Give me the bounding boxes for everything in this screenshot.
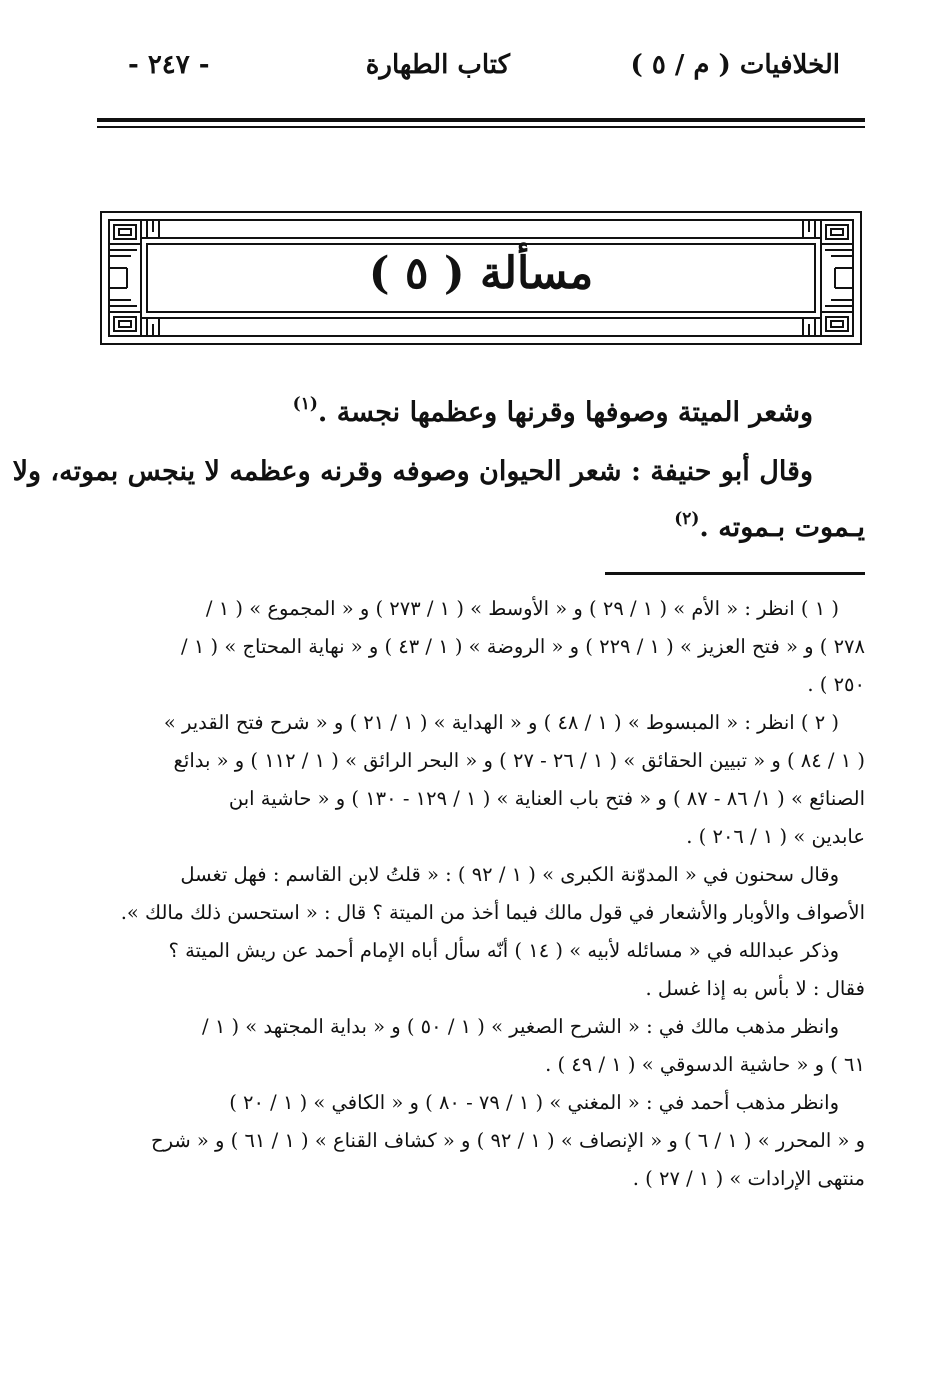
footnote-line: ٦١ ) و « حاشية الدسوقي » ( ١ / ٤٩ ) . [545,1053,865,1076]
main-text-line [97,385,865,444]
footnotes-block [97,590,865,1198]
footnote-line: ( ٢ ) انظر : « المبسوط » ( ١ / ٤٨ ) و « الهداية » ( ١ / ٢١ ) و « شرح فتح القدير » [163,711,839,734]
footnote-reference: (٢) [674,509,700,529]
footnote-line: ( ١ ) انظر : « الأم » ( ١ / ٢٩ ) و « الأوسط » ( ١ / ٢٧٣ ) و « المجموع » ( ١ / [205,597,839,620]
footnote-line: عابدين » ( ١ / ٢٠٦ ) . [686,825,865,848]
footnote-reference: (١) [292,394,318,414]
footnote-line: منتهى الإرادات » ( ١ / ٢٧ ) . [632,1167,865,1190]
footnote-line: ٢٧٨ ) و « فتح العزيز » ( ١ / ٢٢٩ ) و « الروضة » ( ١ / ٤٣ ) و « نهاية المحتاج » ( ١ / [181,635,865,658]
issue-title: مسألة ( ٥ ) [368,248,594,299]
header-rule-thick [97,118,865,122]
main-text-line: وقال أبو حنيفة : شعر الحيوان وصوفه وقرنه وعظمه لا ينجس بموته، ولا [12,456,813,487]
running-header [100,50,840,94]
page-number: - ٢٤٧ - [128,50,210,80]
footnote-line: ( ١ / ٨٤ ) و « تبيين الحقائق » ( ١ / ٢٦ - ٢٧ ) و « البحر الرائق » ( ١ / ١١٢ ) و « بدائع [173,749,865,772]
main-text-line [97,500,865,559]
footnote-line: ٢٥٠ ) . [807,673,865,696]
main-text-block [12,385,865,559]
main-text-content: وشعر الميتة وصوفها وقرنها وعظمها نجسة . [317,397,813,428]
footnote-line: و « المحرر » ( ١ / ٦ ) و « الإنصاف » ( ١ / ٩٢ ) و « كشاف القناع » ( ١ / ٦١ ) و « شرح [151,1129,865,1152]
footnote-line: وانظر مذهب مالك في : « الشرح الصغير » ( ١ / ٥٠ ) و « بداية المجتهد » ( ١ / [202,1015,839,1038]
footnote-line: الأصواف والأوبار والأشعار في قول مالك فيما أخذ من الميتة ؟ قال : « استحسن ذلك مالك ». [120,901,865,924]
header-chapter-title: كتاب الطهارة [365,50,510,80]
header-book-section: الخلافيات ( م / ٥ ) [630,50,840,80]
footnote-line: وقال سحنون في « المدوّنة الكبرى » ( ١ / ٩٢ ) : « قلتُ لابن القاسم : فهل تغسل [180,863,839,886]
title-ornamental-frame [97,208,865,348]
footnote-line: وذكر عبدالله في « مسائله لأبيه » ( ١٤ ) أنّه سأل أباه الإمام أحمد عن ريش الميتة ؟ [168,939,839,962]
main-text-content: يـموت بـموته . [699,512,865,543]
footnote-separator [605,572,865,575]
header-rule-thin [97,126,865,128]
footnote-line: وانظر مذهب أحمد في : « المغني » ( ١ / ٧٩ - ٨٠ ) و « الكافي » ( ١ / ٢٠ ) [229,1091,839,1114]
footnote-line: فقال : لا بأس به إذا غسل . [645,977,865,1000]
footnote-line: الصنائع » ( ١/ ٨٦ - ٨٧ ) و « فتح باب العناية » ( ١ / ١٢٩ - ١٣٠ ) و « حاشية ابن [228,787,865,810]
